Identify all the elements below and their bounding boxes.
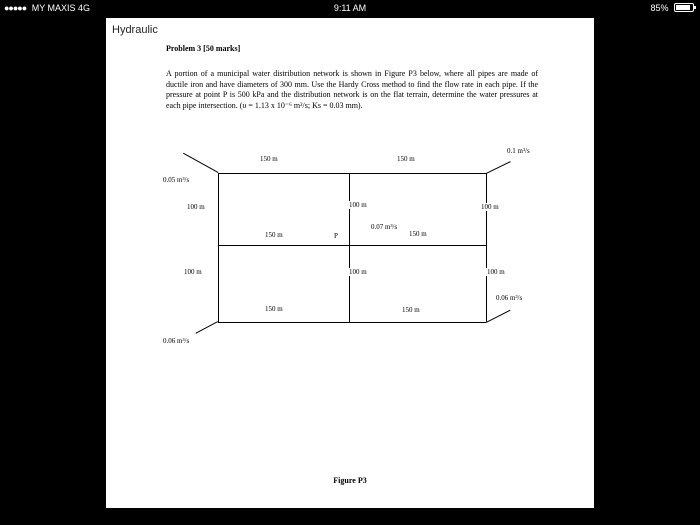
figure-caption: Figure P3 — [333, 476, 367, 485]
battery-icon — [674, 3, 694, 12]
battery-tip — [694, 6, 696, 9]
length-label-mid-lower: 100 m — [349, 268, 367, 276]
length-label-bottom-right: 150 m — [402, 306, 420, 314]
document-page[interactable] — [106, 18, 594, 508]
length-label-left-upper: 100 m — [187, 203, 205, 211]
battery-fill — [676, 5, 690, 10]
flow-label-bottom-left: 0.06 m³/s — [163, 337, 190, 345]
battery-indicator — [650, 3, 694, 13]
pipe-center — [349, 173, 350, 322]
flow-line-bottom-left — [195, 321, 218, 334]
pipe-right — [486, 173, 487, 322]
point-p-label: P — [334, 232, 338, 240]
length-label-left-lower: 100 m — [184, 268, 202, 276]
length-label-right-upper: 100 m — [481, 203, 499, 211]
flow-line-bottom-right — [486, 310, 511, 323]
flow-label-top-right: 0.1 m³/s — [507, 147, 530, 155]
problem-heading: Problem 3 [50 marks] — [166, 44, 241, 53]
flow-label-top-left: 0.05 m³/s — [163, 176, 190, 184]
pipe-bottom — [218, 322, 486, 323]
length-label-bottom-left: 150 m — [265, 305, 283, 313]
pipe-left — [218, 173, 219, 322]
length-label-right-lower: 100 m — [487, 268, 505, 276]
flow-label-right: 0.06 m³/s — [496, 294, 523, 302]
flow-line-top-right — [486, 161, 511, 174]
length-label-mid-left: 150 m — [265, 231, 283, 239]
pipe-middle — [218, 245, 486, 246]
status-bar — [0, 0, 700, 18]
length-label-mid-upper: 100 m — [349, 201, 367, 209]
pipe-top — [218, 173, 486, 174]
length-label-top-right: 150 m — [397, 155, 415, 163]
clock: 9:11 AM — [333, 3, 367, 13]
problem-paragraph: A portion of a municipal water distribution network is shown in Figure P3 below, where all pipes are made of ductile iron and have diameters of 300 mm. Use the Hardy Cross method to find the flow rate in each pipe. If the pressure at point P is 500 kPa and the distribution network is on the flat terrain, determine the water pressures at each pipe intersection. (υ = 1.13 x 10⁻⁶ m²/s; Ks = 0.03 mm). — [166, 69, 538, 110]
length-label-mid-right: 150 m — [409, 230, 427, 238]
signal-strength-icon: ●●●●● — [4, 3, 27, 13]
carrier-name: MY MAXIS 4G — [31, 3, 91, 13]
flow-label-middle: 0.07 m³/s — [371, 223, 398, 231]
flow-line-top-left — [183, 153, 218, 173]
length-label-top-left: 150 m — [260, 155, 278, 163]
battery-percent: 85% — [650, 3, 669, 13]
document-title: Hydraulic — [112, 24, 158, 36]
